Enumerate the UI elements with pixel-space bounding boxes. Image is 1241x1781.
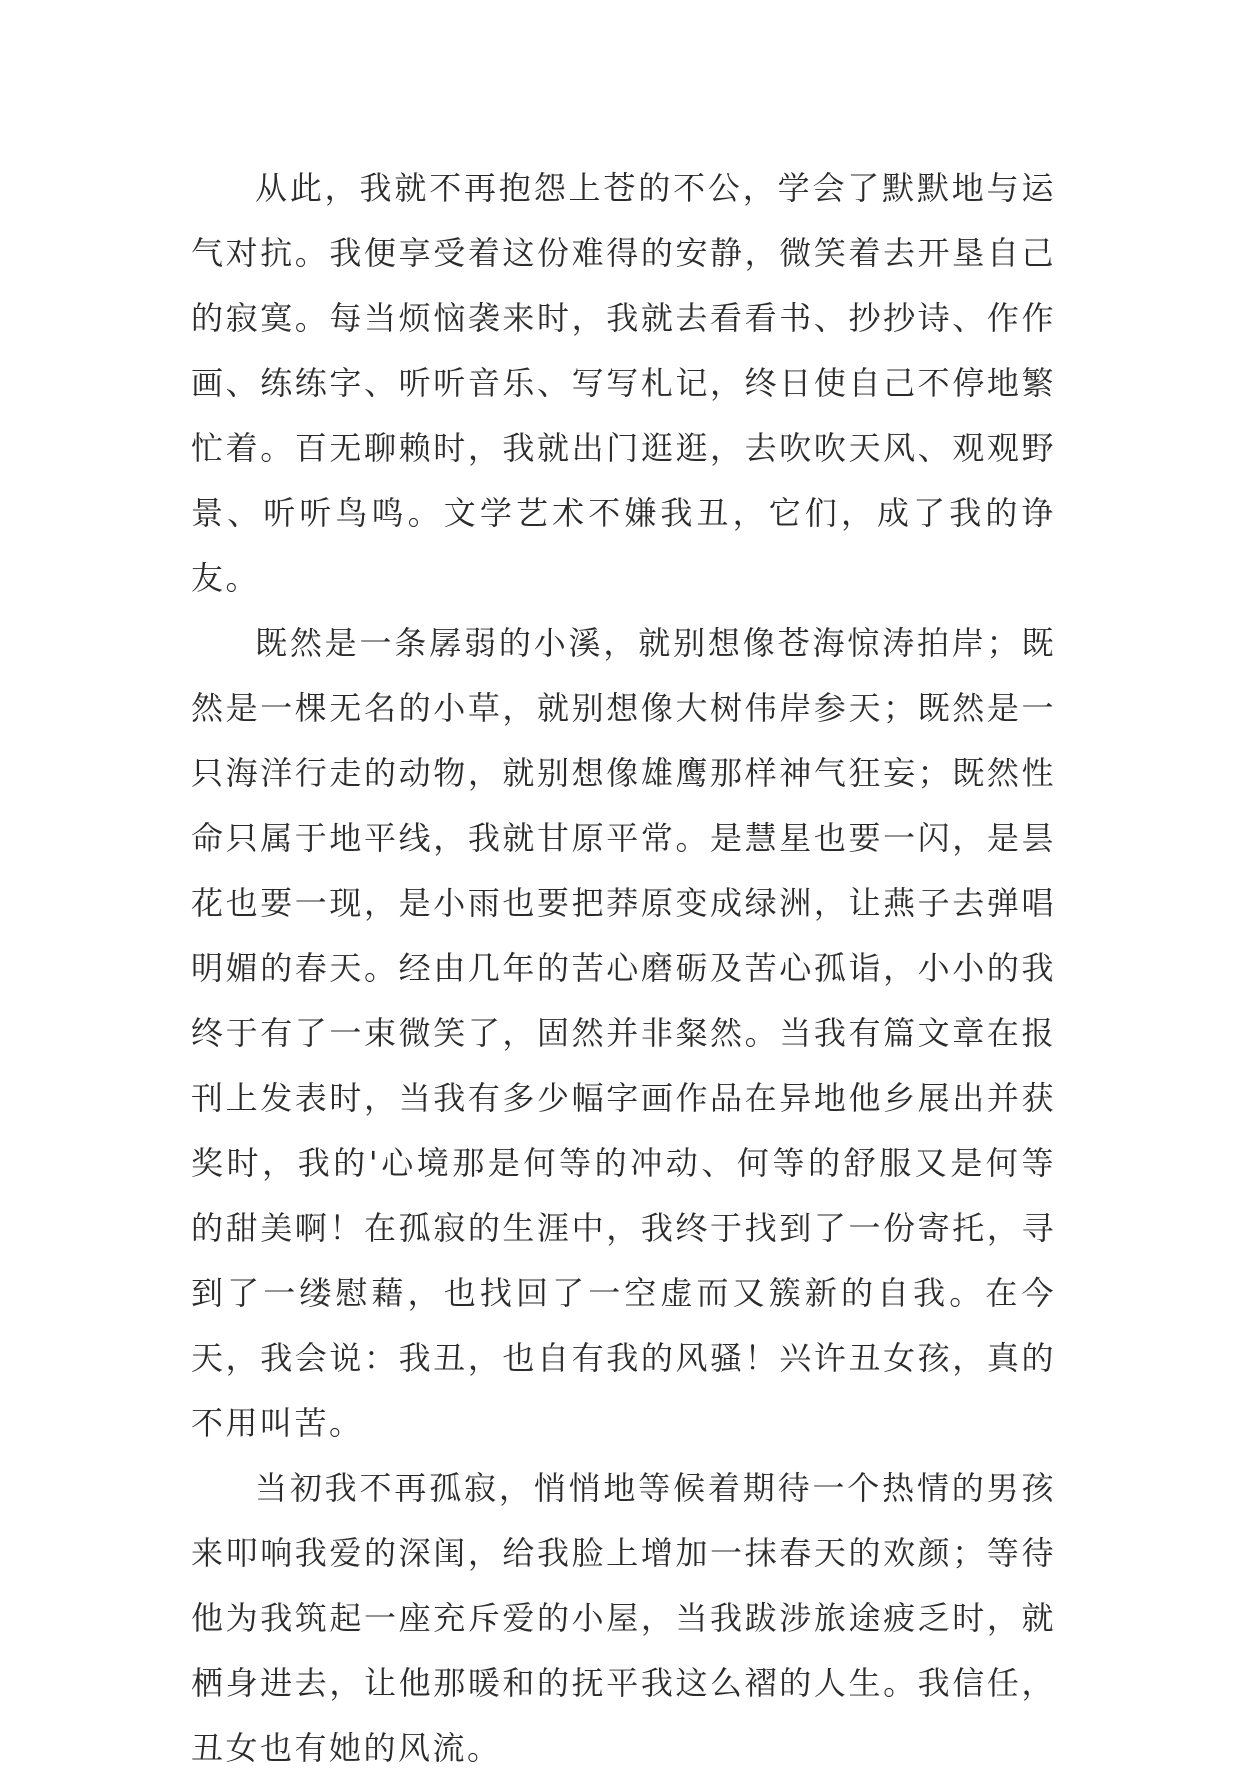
document-body	[191, 156, 1056, 1781]
paragraph-2: 既然是一条孱弱的小溪，就别想像苍海惊涛拍岸；既然是一棵无名的小草，就别想像大树伟岸参天；既然是一只海洋行走的动物，就别想像雄鹰那样神气狂妄；既然性命只属于地平线，我就甘原平常。是慧星也要一闪，是昙花也要一现，是小雨也要把莽原变成绿洲，让燕子去弹唱明媚的春天。经由几年的苦心磨砺及苦心孤诣，小小的我终于有了一束微笑了，固然并非粲然。当我有篇文章在报刊上发表时，当我有多少幅字画作品在异地他乡展出并获奖时，我的'心境那是何等的冲动、何等的舒服又是何等的甜美啊！在孤寂的生涯中，我终于找到了一份寄托，寻到了一缕慰藉，也找回了一空虚而又簇新的自我。在今天，我会说：我丑，也自有我的风骚！兴许丑女孩，真的不用叫苦。	[191, 624, 1056, 1442]
paragraph-1: 从此，我就不再抱怨上苍的不公，学会了默默地与运气对抗。我便享受着这份难得的安静，微笑着去开垦自己的寂寞。每当烦恼袭来时，我就去看看书、抄抄诗、作作画、练练字、听听音乐、写写札记，终日使自己不停地繁忙着。百无聊赖时，我就出门逛逛，去吹吹天风、观观野景、听听鸟鸣。文学艺术不嫌我丑，它们，成了我的诤友。	[191, 169, 1056, 597]
paragraph-3: 当初我不再孤寂，悄悄地等候着期待一个热情的男孩来叩响我爱的深闺，给我脸上增加一抹春天的欢颜；等待他为我筑起一座充斥爱的小屋，当我跋涉旅途疲乏时，就栖身进去，让他那暖和的抚平我这么褶的人生。我信任，丑女也有她的风流。	[191, 1469, 1056, 1767]
